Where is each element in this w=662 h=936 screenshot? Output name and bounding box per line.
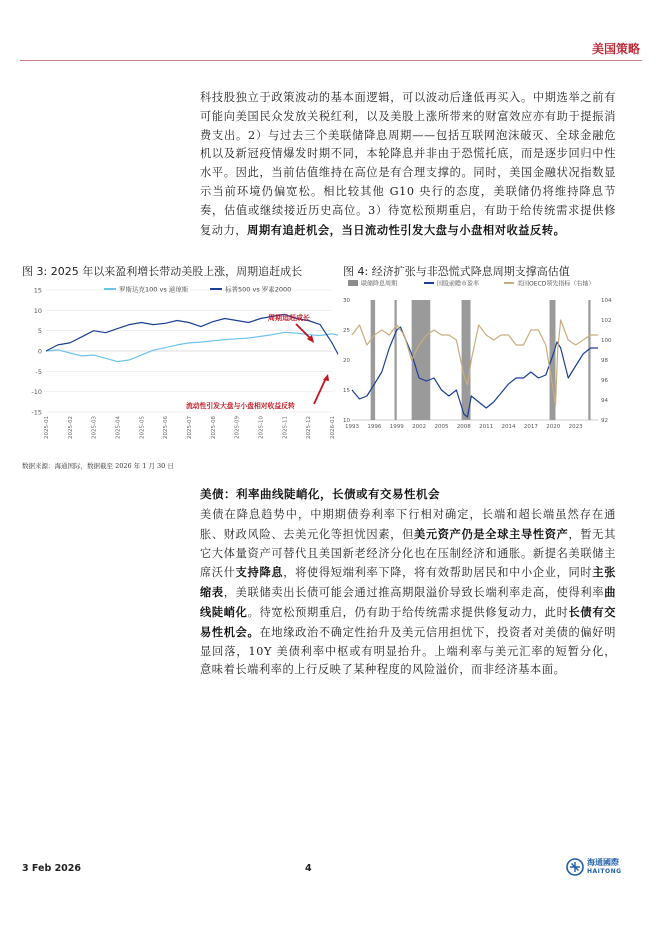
y-tick-label: 5: [37, 327, 42, 336]
figure3-chart: [20, 280, 338, 454]
x-tick-label: 2025-09: [234, 416, 241, 439]
x-tick-label: 2017: [523, 424, 538, 430]
y-left-tick-label: 20: [343, 358, 350, 364]
series-line: [352, 320, 598, 405]
rate-cut-period-bar: [462, 300, 471, 420]
series-line: [46, 332, 338, 361]
y-tick-label: -15: [31, 408, 42, 417]
annotation-arrow-bottom: [314, 378, 326, 404]
haitong-logo: [566, 858, 622, 876]
source-note: 数据来源：海通国际，数据截至 2026 年 1 月 30 日: [22, 462, 174, 470]
section-heading: 美债：利率曲线陡峭化，长债或有交易性机会: [200, 487, 440, 501]
x-tick-label: 2002: [412, 424, 427, 430]
rate-cut-period-bar: [412, 300, 431, 420]
section-text: ，暂无其它大体量资产可替代且美国新老经济分化也在压制经济和通胀。新提名美联储主席沃什: [200, 527, 616, 580]
figure4-title: 图 4: 经济扩张与非恐慌式降息周期支撑高估值: [343, 265, 570, 278]
intro-bold-text: 周期有追赶机会，当日流动性引发大盘与小盘相对收益反转。: [247, 222, 566, 237]
section-emphasis: 支持降息: [235, 565, 284, 580]
legend-label: 国股前瞻市盈率: [437, 280, 480, 288]
y-tick-label: 0: [37, 347, 42, 356]
figure3-title: 图 3: 2025 年以来盈利增长带动美股上涨，周期追赶成长: [22, 265, 303, 278]
x-tick-label: 2014: [501, 424, 516, 430]
legend-label: 联储降息周期: [361, 280, 398, 288]
section-emphasis: 长债有交易性机会。: [200, 604, 616, 639]
y-right-tick-label: 94: [601, 398, 608, 404]
y-left-tick-label: 10: [343, 418, 350, 424]
x-tick-label: 2025-07: [187, 416, 193, 439]
annotation-cycle-catchup: 周期追赶成长: [268, 314, 310, 322]
y-tick-label: -10: [31, 388, 42, 397]
x-tick-label: 2026-01: [330, 416, 336, 439]
annotation-liquidity-reversal: 流动性引发大盘与小盘相对收益反转: [186, 402, 295, 410]
haitong-logo-icon: [566, 858, 584, 876]
section-emphasis: 曲线陡峭化: [200, 585, 617, 619]
intro-paragraph: [200, 89, 616, 240]
x-tick-label: 2023: [568, 424, 583, 430]
x-tick-label: 2025-06: [163, 416, 170, 439]
legend-label: 标普500 vs 罗素2000: [225, 285, 292, 294]
y-tick-label: 10: [33, 306, 42, 315]
y-left-tick-label: 30: [343, 298, 350, 304]
y-left-tick-label: 25: [343, 328, 350, 334]
y-right-tick-label: 104: [601, 298, 612, 304]
x-tick-label: 2025-05: [139, 416, 146, 439]
y-right-tick-label: 102: [601, 318, 612, 324]
x-tick-label: 2025-04: [115, 416, 122, 439]
x-tick-label: 2025-02: [67, 416, 74, 439]
page-number: 4: [305, 863, 312, 874]
footer-date: 3 Feb 2026: [22, 863, 82, 874]
x-tick-label: 2025-03: [91, 416, 98, 439]
y-tick-label: 15: [33, 286, 42, 295]
logo-text-en: HAITONG: [587, 868, 622, 875]
header-rule: [20, 60, 642, 61]
section-text: 。待宽松预期重启，仍有助于给传统需求提供修复动力，此时: [247, 605, 569, 619]
legend-label: 罗斯达克100 vs 道琼斯: [119, 285, 189, 294]
x-tick-label: 2020: [546, 424, 561, 430]
section-text: 在地缘政治不确定性抬升及美元信用担忧下，投资者对美债的偏好明显回落，10Y 美债利率中枢或有明显抬升。上端利率与美元汇率的短暂分化，意味着长端利率的上行反映了某种程度的风险溢价，而非经济基本面。: [200, 625, 616, 677]
section-emphasis: 主张缩表: [200, 565, 617, 600]
logo-text-cn: 海通國際: [587, 858, 619, 867]
x-tick-label: 2025-12: [306, 416, 313, 439]
x-tick-label: 2005: [434, 424, 449, 430]
section-emphasis: 美元资产仍是全球主导性资产: [413, 526, 569, 541]
rate-cut-period-bar: [588, 300, 590, 420]
y-tick-label: -5: [35, 367, 42, 376]
section-text: 美债在降息趋势中，中期期债券利率下行相对确定，长端和超长端虽然存在通胀、财政风险、去美元化等担忧因素，但: [200, 508, 616, 541]
x-tick-label: 2025-01: [44, 416, 50, 439]
x-tick-label: 1993: [345, 424, 359, 430]
legend-swatch: [348, 280, 358, 286]
rate-cut-period-bar: [371, 300, 375, 420]
legend-label: 美国OECD领先指标（右轴）: [517, 280, 595, 288]
x-tick-label: 2008: [456, 424, 471, 430]
y-right-tick-label: 98: [601, 358, 608, 364]
section-body: [200, 506, 616, 680]
y-left-tick-label: 15: [343, 388, 350, 394]
header-section-label: 美国策略: [591, 42, 640, 56]
x-tick-label: 2025-11: [282, 416, 289, 439]
section-text: ，美联储卖出长债可能会通过推高期限溢价导致长端利率走高，使得利率: [223, 586, 605, 600]
x-tick-label: 2011: [479, 424, 494, 430]
x-tick-label: 1996: [367, 424, 382, 430]
rate-cut-period-bar: [394, 300, 396, 420]
y-right-tick-label: 96: [601, 378, 608, 384]
annotation-arrowhead-bottom: [323, 374, 329, 381]
figure4-chart: [340, 278, 640, 434]
x-tick-label: 2025-08: [210, 416, 217, 439]
y-right-tick-label: 92: [601, 418, 608, 424]
series-line: [46, 314, 338, 365]
section-text: ，将使得短端利率下降，将有效帮助居民和中小企业，同时: [283, 566, 593, 580]
intro-text: 科技股独立于政策波动的基本面逻辑，可以波动后逢低再买入。中期选举之前有可能向美国民众发放关税红利，以及美股上涨所带来的财富效应亦有助于提振消费支出。2）与过去三个美联储降息周期——包括互联网泡沫破灭、全球金融危机以及新冠疫情爆发时期不同，本轮降息并非由于恐慌托底，而是逐步回归中性水平。因此，当前估值维持在高位是有合理支撑的。同时，美国金融状况指数显示当前环境仍偏宽松。相比较其他 G10 央行的态度，美联储仍将维持降息节奏，估值或继续接近历史高位。3）待宽松预期重启，有助于给传统需求提供修复动力，: [200, 91, 616, 237]
x-tick-label: 2025-10: [258, 416, 265, 439]
x-tick-label: 1999: [389, 424, 404, 430]
y-right-tick-label: 100: [601, 338, 612, 344]
